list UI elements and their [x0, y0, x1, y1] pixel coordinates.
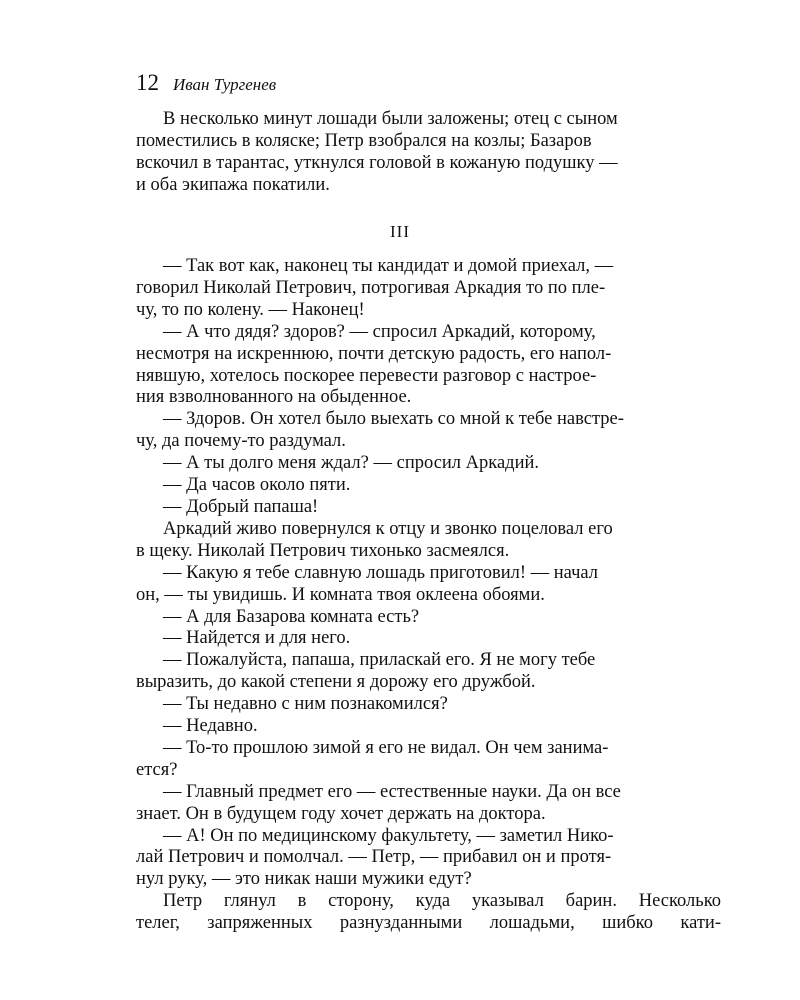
paragraph	[136, 453, 721, 475]
text-line: ния взволнованного на обыденное.	[136, 387, 412, 408]
paragraph	[136, 628, 721, 650]
paragraph	[136, 738, 721, 782]
text-line: несмотря на искреннюю, почти детскую радость, его напол-	[136, 343, 612, 364]
paragraph	[136, 782, 721, 826]
text-line: — Добрый папаша!	[163, 496, 319, 517]
text-line: чу, то по колену. — Наконец!	[136, 299, 365, 320]
paragraph	[136, 694, 721, 716]
intro-text	[136, 109, 721, 197]
text-line: — Ты недавно с ним познакомился?	[163, 694, 448, 715]
paragraph	[136, 563, 721, 607]
paragraph	[136, 716, 721, 738]
text-line: и оба экипажа покатили.	[136, 174, 330, 195]
running-head	[136, 70, 276, 96]
chapter-heading: III	[390, 222, 410, 241]
text-line: говорил Николай Петрович, потрогивая Аркадия то по пле-	[136, 277, 606, 298]
text-line: — Главный предмет его — естественные науки. Да он все	[163, 781, 621, 802]
text-line: поместились в коляске; Петр взобрался на козлы; Базаров	[136, 130, 592, 151]
text-line: он, — ты увидишь. И комната твоя оклеена обоями.	[136, 584, 545, 605]
text-line: телег, запряженных разнузданными лошадьми, шибко кати-	[136, 913, 721, 934]
text-line: — А! Он по медицинскому факультету, — заметил Нико-	[163, 825, 614, 846]
text-line: — То-то прошлою зимой я его не видал. Он чем занима-	[163, 737, 609, 758]
paragraph	[136, 256, 721, 322]
chapter-text	[136, 256, 721, 935]
text-line: — Какую я тебе славную лошадь приготовил! — начал	[163, 562, 599, 583]
text-line: выразить, до какой степени я дорожу его дружбой.	[136, 672, 536, 693]
paragraph	[136, 109, 721, 197]
text-line: нул руку, — это никак наши мужики едут?	[136, 869, 472, 890]
paragraph	[136, 409, 721, 453]
text-line: в щеку. Николай Петрович тихонько засмеялся.	[136, 540, 510, 561]
text-line: — Недавно.	[163, 716, 258, 737]
text-line: В несколько минут лошади были заложены; отец с сыном	[163, 109, 618, 129]
text-line: Аркадий живо повернулся к отцу и звонко поцеловал его	[163, 518, 613, 539]
paragraph	[136, 497, 721, 519]
paragraph	[136, 519, 721, 563]
paragraph	[136, 650, 721, 694]
text-line: знает. Он в будущем году хочет держать на доктора.	[136, 803, 546, 824]
page-number: 12	[136, 70, 159, 95]
paragraph	[136, 607, 721, 629]
text-line: — Так вот как, наконец ты кандидат и домой приехал, —	[163, 256, 614, 276]
text-line: — Здоров. Он хотел было выехать со мной к тебе навстре-	[163, 409, 624, 430]
running-head-author: Иван Тургенев	[173, 75, 277, 94]
text-line: чу, да почему-то раздумал.	[136, 431, 346, 452]
paragraph	[136, 322, 721, 410]
text-line: Петр глянул в сторону, куда указывал барин. Несколько	[163, 891, 721, 912]
text-line: ется?	[136, 759, 178, 780]
text-line: — Да часов около пяти.	[163, 475, 351, 496]
text-line: — Пожалуйста, папаша, приласкай его. Я не могу тебе	[163, 650, 596, 671]
paragraph	[136, 891, 721, 935]
text-line: — А ты долго меня ждал? — спросил Аркадий.	[163, 453, 540, 474]
paragraph	[136, 826, 721, 892]
text-line: — Найдется и для него.	[163, 628, 351, 649]
paragraph	[136, 475, 721, 497]
text-line: лай Петрович и помолчал. — Петр, — прибавил он и протя-	[136, 847, 612, 868]
text-line: — А для Базарова комната есть?	[163, 606, 420, 627]
text-line: вскочил в тарантас, уткнулся головой в кожаную подушку —	[136, 152, 618, 173]
text-line: — А что дядя? здоров? — спросил Аркадий, которому,	[163, 321, 596, 342]
text-line: нявшую, хотелось поскорее перевести разговор с настрое-	[136, 365, 597, 386]
